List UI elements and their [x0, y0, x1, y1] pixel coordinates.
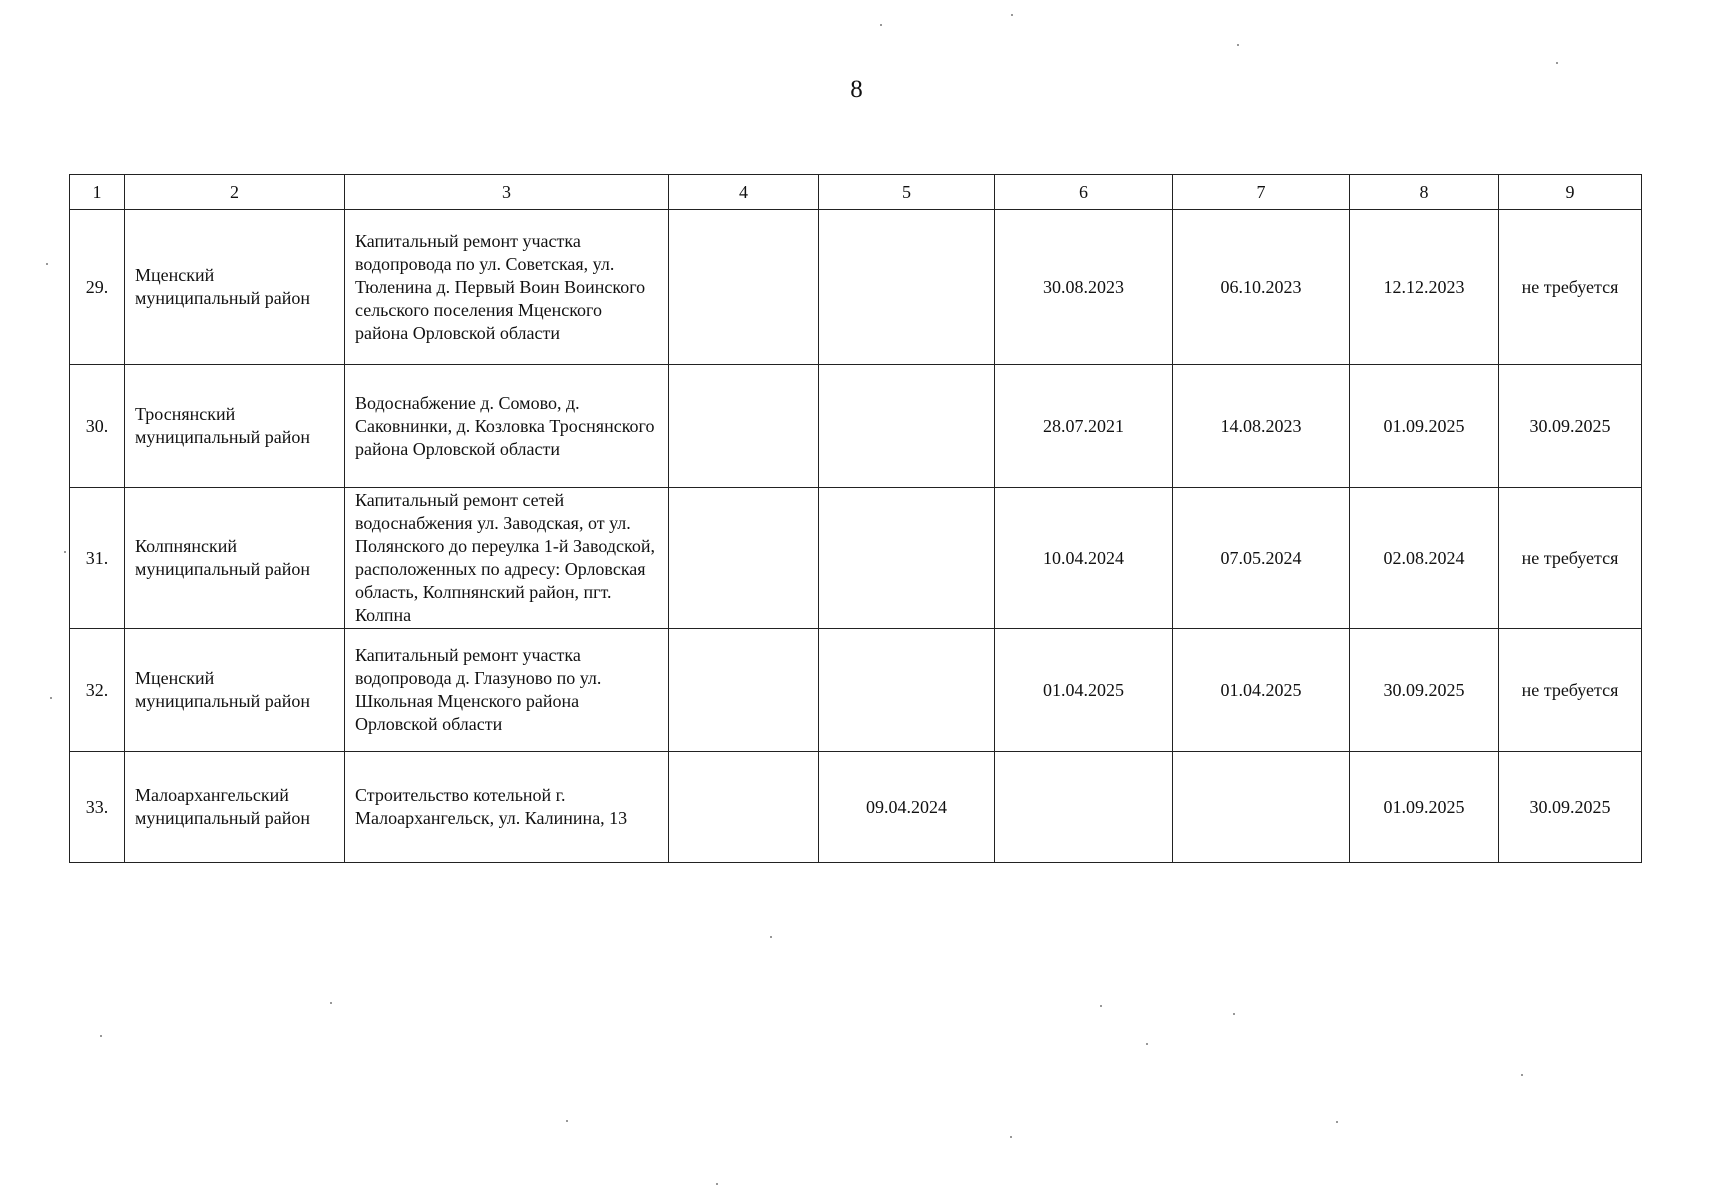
scan-speck — [770, 936, 772, 938]
column-6-cell — [995, 752, 1173, 863]
scan-speck — [50, 697, 52, 699]
column-5-cell — [819, 629, 995, 752]
row-number: 33. — [70, 752, 125, 863]
row-number: 29. — [70, 210, 125, 365]
object-cell: Строительство котельной г. Малоархангельск, ул. Калинина, 13 — [345, 752, 669, 863]
scan-speck — [46, 263, 48, 265]
scan-speck — [330, 1002, 332, 1004]
column-5-cell — [819, 488, 995, 629]
header-cell-3: 3 — [345, 175, 669, 210]
column-6-cell: 30.08.2023 — [995, 210, 1173, 365]
column-9-cell: 30.09.2025 — [1499, 365, 1642, 488]
scan-speck — [716, 1183, 718, 1185]
column-5-cell — [819, 365, 995, 488]
table-row — [70, 488, 1642, 629]
column-9-cell: не требуется — [1499, 629, 1642, 752]
column-9-cell: не требуется — [1499, 210, 1642, 365]
scan-speck — [1146, 1043, 1148, 1045]
header-cell-4: 4 — [669, 175, 819, 210]
scan-speck — [100, 1035, 102, 1037]
column-4-cell — [669, 752, 819, 863]
scan-speck — [1556, 62, 1558, 64]
column-8-cell: 12.12.2023 — [1350, 210, 1499, 365]
scan-speck — [880, 24, 882, 26]
table-row — [70, 629, 1642, 752]
table-row — [70, 752, 1642, 863]
column-4-cell — [669, 365, 819, 488]
column-6-cell: 01.04.2025 — [995, 629, 1173, 752]
header-cell-2: 2 — [125, 175, 345, 210]
column-4-cell — [669, 488, 819, 629]
column-6-cell: 28.07.2021 — [995, 365, 1173, 488]
column-7-cell: 07.05.2024 — [1173, 488, 1350, 629]
header-cell-9: 9 — [1499, 175, 1642, 210]
column-7-cell — [1173, 752, 1350, 863]
header-row — [70, 175, 1642, 210]
row-number: 30. — [70, 365, 125, 488]
header-cell-5: 5 — [819, 175, 995, 210]
scan-speck — [1336, 1121, 1338, 1123]
column-8-cell: 02.08.2024 — [1350, 488, 1499, 629]
column-7-cell: 01.04.2025 — [1173, 629, 1350, 752]
table-row — [70, 365, 1642, 488]
scan-speck — [1237, 44, 1239, 46]
object-cell: Капитальный ремонт сетей водоснабжения ул. Заводская, от ул. Полянского до переулка 1-й Заводской, расположенных по адресу: Орловская область, Колпнянский район, пгт. Колпна — [345, 488, 669, 629]
object-cell: Капитальный ремонт участка водопровода д. Глазуново по ул. Школьная Мценского района Орловской области — [345, 629, 669, 752]
header-cell-1: 1 — [70, 175, 125, 210]
scan-speck — [1233, 1013, 1235, 1015]
district-cell: Троснянский муниципальный район — [125, 365, 345, 488]
column-9-cell: 30.09.2025 — [1499, 752, 1642, 863]
header-cell-8: 8 — [1350, 175, 1499, 210]
scan-speck — [1010, 1136, 1012, 1138]
scan-speck — [1521, 1074, 1523, 1076]
column-5-cell: 09.04.2024 — [819, 752, 995, 863]
column-7-cell: 14.08.2023 — [1173, 365, 1350, 488]
column-8-cell: 30.09.2025 — [1350, 629, 1499, 752]
district-cell: Мценский муниципальный район — [125, 629, 345, 752]
column-6-cell: 10.04.2024 — [995, 488, 1173, 629]
column-4-cell — [669, 629, 819, 752]
object-cell: Водоснабжение д. Сомово, д. Саковнинки, д. Козловка Троснянского района Орловской области — [345, 365, 669, 488]
schedule-table — [69, 174, 1642, 863]
row-number: 32. — [70, 629, 125, 752]
header-cell-7: 7 — [1173, 175, 1350, 210]
column-8-cell: 01.09.2025 — [1350, 752, 1499, 863]
column-7-cell: 06.10.2023 — [1173, 210, 1350, 365]
scan-speck — [566, 1120, 568, 1122]
header-cell-6: 6 — [995, 175, 1173, 210]
object-cell: Капитальный ремонт участка водопровода по ул. Советская, ул. Тюленина д. Первый Воин Воинского сельского поселения Мценского района Орловской области — [345, 210, 669, 365]
row-number: 31. — [70, 488, 125, 629]
table-row — [70, 210, 1642, 365]
scan-speck — [64, 551, 66, 553]
district-cell: Мценский муниципальный район — [125, 210, 345, 365]
scan-speck — [1011, 14, 1013, 16]
column-9-cell: не требуется — [1499, 488, 1642, 629]
column-5-cell — [819, 210, 995, 365]
column-4-cell — [669, 210, 819, 365]
district-cell: Колпнянский муниципальный район — [125, 488, 345, 629]
scan-speck — [1100, 1005, 1102, 1007]
column-8-cell: 01.09.2025 — [1350, 365, 1499, 488]
page-number: 8 — [850, 76, 863, 103]
district-cell: Малоархангельский муниципальный район — [125, 752, 345, 863]
